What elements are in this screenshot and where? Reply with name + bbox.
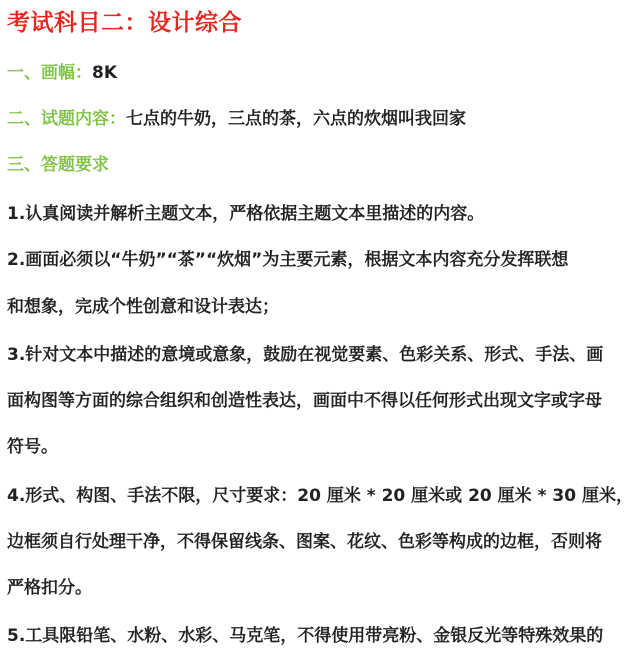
requirement-line: 边框须自行处理干净，不得保留线条、图案、花纹、色彩等构成的边框，否则将 — [7, 532, 602, 552]
section-exam-content — [7, 104, 466, 129]
requirement-line: 符号。 — [7, 437, 58, 457]
requirement-line: 3.针对文本中描述的意境或意象，鼓励在视觉要素、色彩关系、形式、手法、画 — [7, 345, 604, 365]
requirement-line: 4.形式、构图、手法不限，尺寸要求：20 厘米 * 20 厘米或 20 厘米 * 30 厘米， — [7, 486, 633, 506]
section-label: 二、试题内容： — [7, 109, 126, 129]
section-requirements — [7, 150, 109, 175]
section-label: 三、答题要求 — [7, 155, 109, 175]
section-value: 8K — [92, 63, 118, 83]
requirement-line: 和想象，完成个性创意和设计表达； — [7, 297, 279, 317]
requirement-line: 1.认真阅读并解析主题文本，严格依据主题文本里描述的内容。 — [7, 204, 485, 224]
requirement-line: 面构图等方面的综合组织和创造性表达，画面中不得以任何形式出现文字或字母 — [7, 391, 602, 411]
section-label: 一、画幅： — [7, 63, 92, 83]
requirement-line: 2.画面必须以“牛奶”“茶”“炊烟”为主要元素，根据文本内容充分发挥联想 — [7, 250, 569, 270]
requirement-line: 5.工具限铅笔、水粉、水彩、马克笔，不得使用带亮粉、金银反光等特殊效果的 — [7, 626, 604, 646]
page-title: 考试科目二：设计综合 — [7, 10, 242, 36]
section-canvas-size — [7, 58, 117, 83]
section-value: 七点的牛奶，三点的茶，六点的炊烟叫我回家 — [126, 109, 466, 129]
requirement-line: 严格扣分。 — [7, 578, 92, 598]
